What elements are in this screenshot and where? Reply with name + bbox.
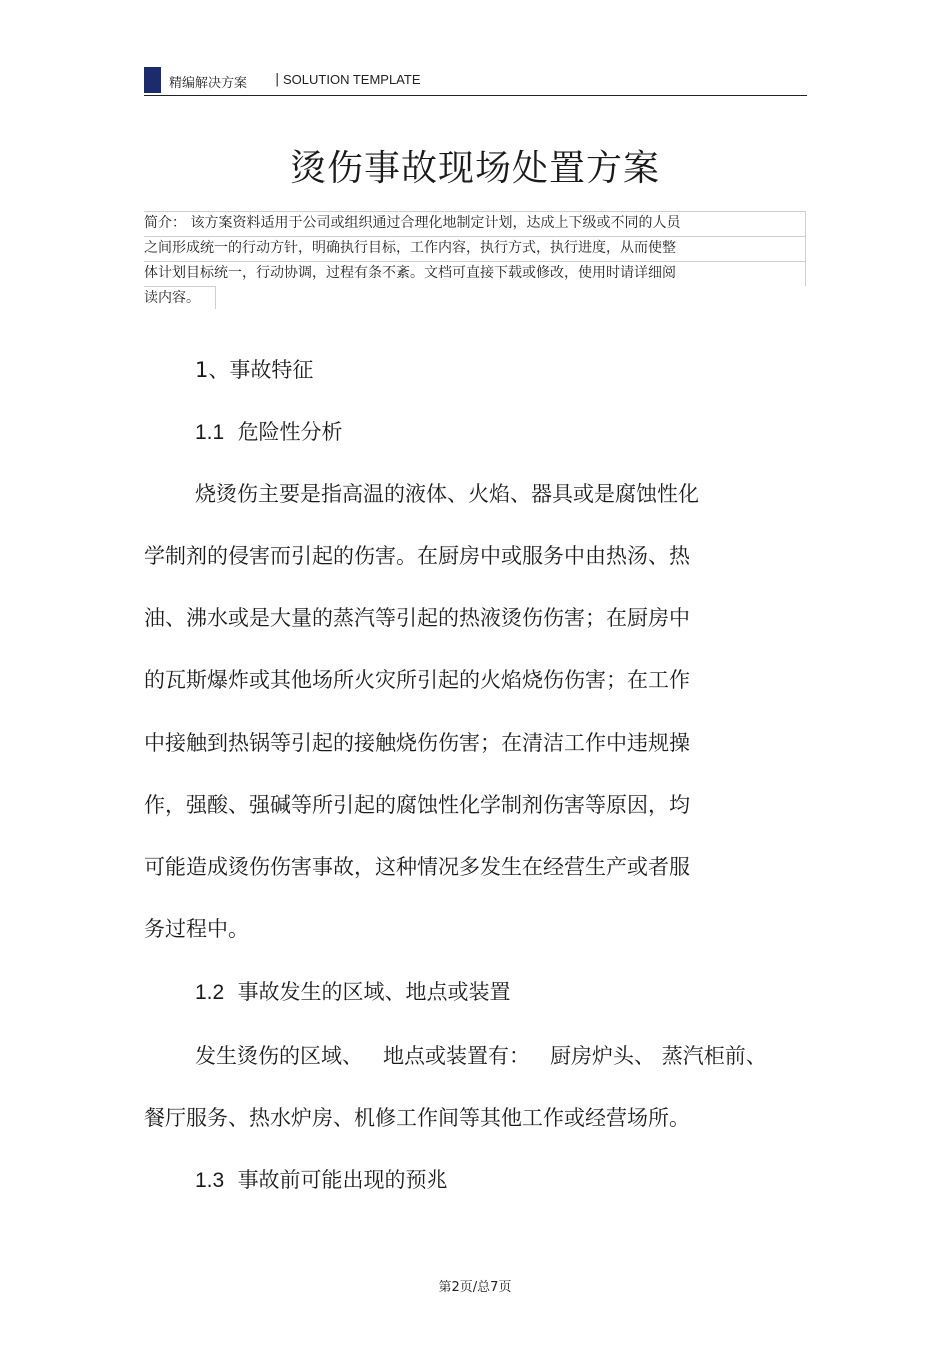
subsection-title: 事故发生的区域、地点或装置 <box>237 980 511 1004</box>
subsection-heading <box>195 1164 448 1194</box>
subsection-heading <box>195 976 511 1006</box>
intro-line: 读内容。 <box>144 290 200 306</box>
paragraph-line: 可能造成烫伤伤害事故，这种情况多发生在经营生产或者服 <box>144 855 690 879</box>
paragraph-line: 的瓦斯爆炸或其他场所火灾所引起的火焰烧伤伤害；在工作 <box>144 668 690 692</box>
logo-icon <box>144 67 161 93</box>
subsection-heading <box>195 416 343 446</box>
subsection-title: 危险性分析 <box>237 420 343 444</box>
subsection-number: 1.1 <box>195 421 225 444</box>
intro-line: 简介： 该方案资料适用于公司或组织通过合理化地制定计划，达成上下级或不同的人员 <box>144 215 681 231</box>
intro-line: 体计划目标统一，行动协调，过程有条不紊。文档可直接下载或修改，使用时请详细阅 <box>144 265 676 281</box>
paragraph-line: 中接触到热锅等引起的接触烧伤伤害；在清洁工作中违规操 <box>144 731 690 755</box>
section-heading: 1、事故特征 <box>195 358 314 382</box>
paragraph-line: 发生烫伤的区域、 地点或装置有： 厨房炉头、 蒸汽柜前、 <box>195 1044 767 1068</box>
paragraph-line: 务过程中。 <box>144 917 249 941</box>
page-footer: 第2页/总7页 <box>438 1280 512 1295</box>
header-separator: | <box>275 72 280 87</box>
subsection-title: 事故前可能出现的预兆 <box>237 1168 448 1192</box>
paragraph-line: 烧烫伤主要是指高温的液体、火焰、器具或是腐蚀性化 <box>195 482 699 506</box>
header-template-label: SOLUTION TEMPLATE <box>283 72 421 87</box>
document-title: 烫伤事故现场处置方案 <box>289 148 660 189</box>
intro-line: 之间形成统一的行动方针，明确执行目标，工作内容，执行方式，执行进度，从而使整 <box>144 240 676 256</box>
paragraph-line: 学制剂的侵害而引起的伤害。在厨房中或服务中由热汤、热 <box>144 544 690 568</box>
subsection-number: 1.3 <box>195 1169 225 1192</box>
paragraph-line: 作，强酸、强碱等所引起的腐蚀性化学制剂伤害等原因，均 <box>144 793 690 817</box>
header-brand: 精编解决方案 <box>169 76 248 91</box>
page-header <box>144 67 807 96</box>
subsection-number: 1.2 <box>195 981 225 1004</box>
paragraph-line: 餐厅服务、热水炉房、机修工作间等其他工作或经营场所。 <box>144 1106 690 1130</box>
paragraph-line: 油、沸水或是大量的蒸汽等引起的热液烫伤伤害；在厨房中 <box>144 606 690 630</box>
